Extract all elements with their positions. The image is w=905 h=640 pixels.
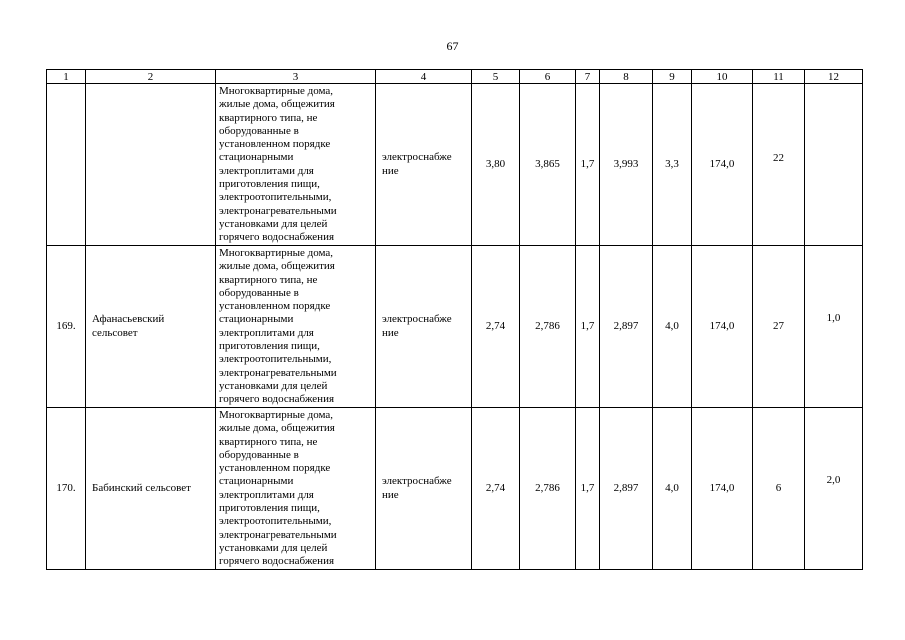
cell-col6: 3,865 <box>520 84 576 246</box>
cell-col6: 2,786 <box>520 246 576 408</box>
service-type: электроснабже ние <box>376 246 472 408</box>
description-line: установками для целей <box>219 541 328 554</box>
cell-col11: 6 <box>753 408 805 570</box>
housing-description <box>216 246 376 408</box>
description-line: электроотопительными, <box>219 191 332 204</box>
description-line: Многоквартирные дома, <box>219 85 334 97</box>
cell-col6: 2,786 <box>520 408 576 570</box>
cell-col9: 4,0 <box>653 246 692 408</box>
table-row <box>47 246 863 408</box>
column-header: 12 <box>805 70 863 84</box>
description-line: электроплитами для <box>219 164 314 177</box>
cell-col11: 27 <box>753 246 805 408</box>
description-line: установленном порядке <box>219 300 331 313</box>
cell-col10: 174,0 <box>692 84 753 246</box>
cell-col11-value: 22 <box>773 151 784 164</box>
settlement-name <box>86 84 216 246</box>
description-line: горячего водоснабжения <box>219 393 335 406</box>
description-line: электронагревательными <box>219 366 337 379</box>
cell-col12-value: 2,0 <box>826 473 841 486</box>
cell-col7: 1,7 <box>576 246 600 408</box>
description-line: электроотопительными, <box>219 515 332 528</box>
settlement-name: Афанасьевский сельсовет <box>86 246 216 408</box>
cell-col9: 4,0 <box>653 408 692 570</box>
table-row <box>47 408 863 570</box>
description-line: Многоквартирные дома, <box>219 409 334 421</box>
row-number: 170. <box>47 408 86 570</box>
column-header: 4 <box>376 70 472 84</box>
description-line: квартирного типа, не <box>219 435 318 448</box>
service-type: электроснабже ние <box>376 84 472 246</box>
housing-description <box>216 408 376 570</box>
description-line: жилые дома, общежития <box>219 260 335 273</box>
description-line: электроплитами для <box>219 488 314 501</box>
column-header: 11 <box>753 70 805 84</box>
settlement-name: Бабинский сельсовет <box>86 408 216 570</box>
description-line: жилые дома, общежития <box>219 422 335 435</box>
cell-col10: 174,0 <box>692 246 753 408</box>
description-line: установленном порядке <box>219 462 331 475</box>
cell-col12 <box>805 408 863 570</box>
column-header: 3 <box>216 70 376 84</box>
tariff-table <box>46 69 863 570</box>
row-number <box>47 84 86 246</box>
description-line: стационарными <box>219 313 294 326</box>
description-line: стационарными <box>219 475 294 488</box>
description-line: оборудованные в <box>219 124 299 137</box>
column-header: 6 <box>520 70 576 84</box>
service-type: электроснабже ние <box>376 408 472 570</box>
column-header: 7 <box>576 70 600 84</box>
cell-col12-value: 1,0 <box>826 311 841 324</box>
description-line: электронагревательными <box>219 528 337 541</box>
description-line: установками для целей <box>219 379 328 392</box>
description-line: горячего водоснабжения <box>219 555 335 568</box>
description-line: приготовления пищи, <box>219 178 320 191</box>
description-line: Многоквартирные дома, <box>219 247 334 259</box>
description-line: приготовления пищи, <box>219 340 320 353</box>
description-line: горячего водоснабжения <box>219 231 335 244</box>
description-line: установленном порядке <box>219 138 331 151</box>
column-header: 9 <box>653 70 692 84</box>
table-header-row <box>47 70 863 84</box>
description-line: жилые дома, общежития <box>219 98 335 111</box>
column-header: 2 <box>86 70 216 84</box>
cell-col8: 3,993 <box>600 84 653 246</box>
row-number: 169. <box>47 246 86 408</box>
description-line: электроотопительными, <box>219 353 332 366</box>
page-number: 67 <box>446 39 459 53</box>
column-header: 5 <box>472 70 520 84</box>
description-line: квартирного типа, не <box>219 111 318 124</box>
table-row <box>47 84 863 246</box>
cell-col8: 2,897 <box>600 246 653 408</box>
cell-col10: 174,0 <box>692 408 753 570</box>
cell-col8: 2,897 <box>600 408 653 570</box>
description-line: установками для целей <box>219 217 328 230</box>
cell-col12 <box>805 84 863 246</box>
description-line: электронагревательными <box>219 204 337 217</box>
cell-col11 <box>753 84 805 246</box>
description-line: оборудованные в <box>219 286 299 299</box>
description-line: оборудованные в <box>219 448 299 461</box>
cell-col7: 1,7 <box>576 408 600 570</box>
cell-col7: 1,7 <box>576 84 600 246</box>
description-line: приготовления пищи, <box>219 502 320 515</box>
column-header: 10 <box>692 70 753 84</box>
description-line: электроплитами для <box>219 326 314 339</box>
cell-col5: 2,74 <box>472 408 520 570</box>
cell-col12 <box>805 246 863 408</box>
column-header: 1 <box>47 70 86 84</box>
cell-col5: 3,80 <box>472 84 520 246</box>
cell-col5: 2,74 <box>472 246 520 408</box>
description-line: квартирного типа, не <box>219 273 318 286</box>
housing-description <box>216 84 376 246</box>
description-line: стационарными <box>219 151 294 164</box>
column-header: 8 <box>600 70 653 84</box>
cell-col9: 3,3 <box>653 84 692 246</box>
